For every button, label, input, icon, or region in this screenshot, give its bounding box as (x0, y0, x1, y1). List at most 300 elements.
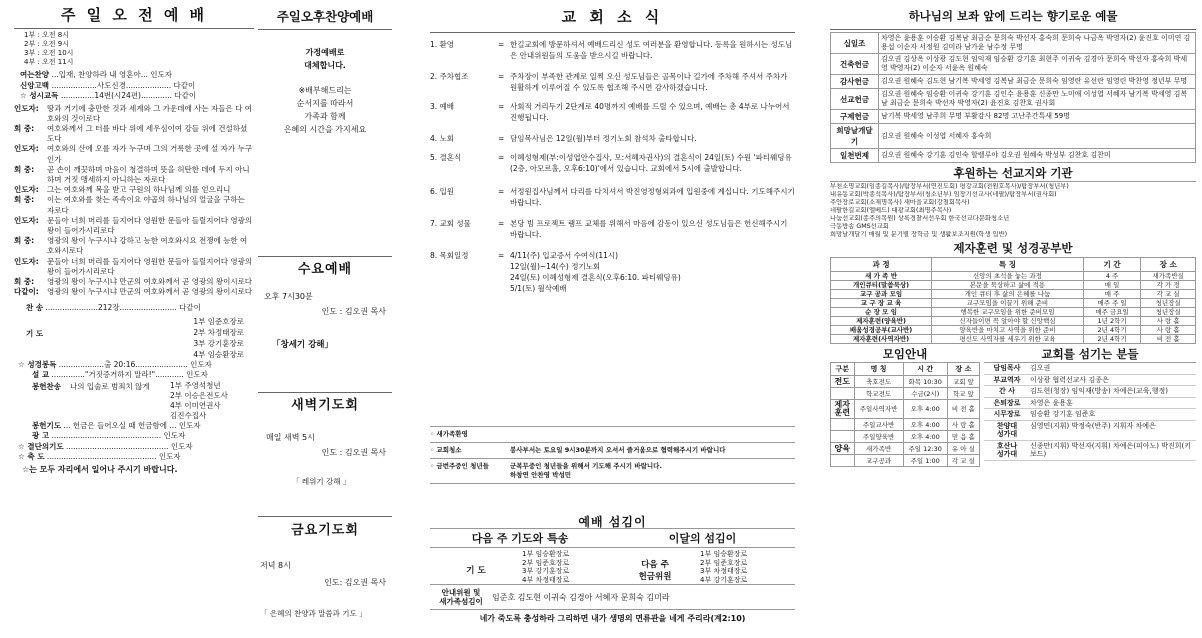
speaker: 인도자: (14, 144, 39, 154)
server-role: 찬양대 성가대 (996, 421, 1018, 438)
news-key: 1. 환영 (430, 40, 455, 49)
training-header: 특 징 (932, 258, 1084, 272)
training-cell: 새가족반실 (1141, 272, 1196, 281)
meeting-row (831, 376, 980, 388)
mission-title: 후원하는 선교지와 기관 (953, 166, 1073, 180)
news-value: 주차장이 부족한 관계로 일찍 오신 성도님들은 골목이나 길가에 주차해 주셔서 주차가 원활하게 이루어질 수 있도록 협조해 주시면 감사하겠습니다. (510, 72, 788, 92)
offering-type: 일천번제 (831, 149, 879, 163)
prayer-label-cell: 기 도 (466, 566, 486, 576)
wednesday-time: 오후 7시30분 (264, 292, 313, 301)
server-role: 부교역자 (993, 375, 1021, 384)
offering-title: 하나님의 보좌 앞에 드리는 향기로운 예물 (908, 9, 1118, 23)
service-time: 2부 : 오전 9시 (24, 40, 69, 48)
news-value: 본당 빔 프로젝트 램프 교체를 위해서 마음에 감동이 있으신 성도님들은 헌신해주시기 바랍니다. (510, 219, 788, 239)
offering-row (831, 75, 1196, 89)
server-names: 차영은 윤용훈 (1030, 398, 1073, 407)
bottom-section (830, 346, 1196, 467)
mission-item: 나눔선교회(종주의목원) 상록경찰서선우회 한국선교다문화청소년 (830, 215, 1010, 222)
training-cell: 개인 큐티 후 삶의 은혜를 나눔 (932, 290, 1084, 299)
meeting-row (831, 388, 980, 400)
meeting-cell: 주일 12:30 (903, 443, 947, 455)
server-names: 임승환 강기훈 임준호 (1030, 410, 1096, 418)
benediction-row (14, 452, 254, 463)
training-cell: 2년 4학기 (1083, 326, 1141, 335)
next-week-title: 다음 주 기도와 특송 (471, 532, 569, 545)
offering-names: 남기복 박세영 남주희 무명 부활감사 82명 고난주간특새 59명 (879, 110, 1196, 124)
reading-text: 땅과 거기에 충만한 것과 세계와 그 가운데에 사는 자들은 다 여호와의 것이로다 (47, 103, 252, 123)
notice-line: 대체합니다. (304, 61, 346, 70)
training-cell: 교구 공과 모임 (831, 290, 932, 299)
training-cell: 교구모임을 이끌기 위해 준비 (932, 299, 1084, 308)
server-role: 시무장로 (993, 410, 1021, 418)
news-value: 서정원집사님께서 다리를 다치셔서 박진영정형외과에 입원중에 계십니다. 기도해주시기 바랍니다. (510, 187, 795, 207)
reading-text: 문들아 너희 머리를 들지어다 영원한 문들아 들릴지어다 영광의 왕이 들어가시리로다 (47, 215, 253, 235)
news-item (430, 71, 795, 93)
mission-list (830, 181, 1196, 239)
sermon-text: .............."거짓증거하지 말라!"............ 인도자 (51, 370, 208, 380)
offering-names: 김오권 원혜숙 이성엽 서혜자 홍숙희 (879, 124, 1196, 149)
meeting-row (831, 455, 980, 467)
meeting-row (831, 400, 980, 419)
training-row (831, 272, 1196, 281)
servers-title: 교회를 섬기는 분들 (1041, 347, 1139, 361)
wednesday-leader: 인도 : 김오권 목사 (321, 307, 386, 316)
server-box (430, 528, 795, 627)
meeting-cell: 주일교사반 (854, 419, 903, 431)
guide-line: 은혜의 시간을 가지세요 (283, 125, 367, 134)
special-singer: 김진수집사 (170, 410, 207, 420)
training-cell: 각 교 실 (1141, 290, 1196, 299)
prayer-label: 기 도 (26, 328, 44, 338)
divider (258, 29, 392, 30)
meeting-cell: 화목 10:30 (903, 376, 947, 388)
meeting-section (830, 346, 980, 467)
meeting-header: 구분 (831, 363, 855, 376)
training-cell: 개인큐티(말씀묵상) (831, 281, 932, 290)
meeting-header: 장 소 (947, 363, 979, 376)
training-header: 과 정 (831, 258, 932, 272)
hymn-label: 찬 송 (26, 303, 44, 313)
news-eq: = (498, 187, 505, 196)
meeting-cell: 사 랑 홀 (947, 419, 979, 431)
training-table (830, 257, 1196, 344)
training-row (831, 308, 1196, 317)
notice-key: ◦ 금번주중인 청년들 (430, 462, 489, 470)
order-text: ..............14번(시24편)............. 다같이 (60, 91, 197, 100)
notice-line: 가정예배로 (305, 48, 345, 57)
special-song-block (14, 381, 254, 421)
order-label: 여는찬양 (20, 70, 52, 79)
offering-type: 구제헌금 (831, 110, 879, 124)
special-song-list (170, 381, 254, 421)
responsive-row (14, 236, 254, 256)
responsive-row (14, 287, 254, 297)
meeting-cell: 오후 4:00 (903, 431, 947, 443)
dawn-leader: 인도 : 김오권 목사 (321, 448, 386, 457)
training-cell: 신앙의 초석을 놓는 과정 (932, 272, 1084, 281)
this-month-title: 이달의 섬김이 (668, 532, 737, 545)
reading-text: 곧 손이 깨끗하며 마음이 청결하며 뜻을 허탄한 데에 두지 아니하며 거짓 맹세하지 아니하는 자로다 (47, 164, 250, 184)
training-cell: 본문을 묵상하고 삶에 적용 (932, 281, 1084, 290)
news-eq: = (498, 134, 505, 143)
order-label: ☆ 성시교독 (20, 91, 61, 100)
responsive-row (14, 216, 254, 236)
offering-type: 감사헌금 (831, 75, 879, 89)
server-row (984, 409, 1196, 421)
news-key: 8. 목회일정 (430, 251, 469, 260)
news-item (430, 39, 795, 61)
order-label: 신앙고백 (20, 80, 52, 90)
meeting-cell: 전도 (831, 376, 855, 388)
offering-names: 김오권 원혜숙 강기훈 김인숙 할렐루야 김오권 원혜숙 박성부 김찬호 김찬미 (879, 149, 1196, 163)
meeting-cell (831, 388, 855, 400)
prayer-leader: 2부 차정태장로 (193, 327, 244, 337)
offering-row (831, 149, 1196, 163)
meeting-cell: 주일양육반 (854, 431, 903, 443)
server-names: 이상광 협력선교사 김종은 (1030, 375, 1109, 384)
announce-text: .............................................. 인도자 (51, 431, 186, 441)
notice-row (430, 442, 795, 458)
offering-server: 4부 강기훈장로 (700, 575, 748, 584)
offering-table (830, 32, 1196, 163)
meeting-cell: 오후 4:00 (903, 419, 947, 431)
meeting-cell: 학교 앞 (947, 388, 979, 400)
meeting-header: 시 간 (903, 363, 947, 376)
meeting-cell: 양육 (831, 443, 855, 455)
wednesday-worship-title: 수요예배 (297, 262, 353, 277)
notice-rows (430, 426, 795, 484)
training-row (831, 335, 1196, 344)
offering-server: 1부 임승환장로 (700, 550, 748, 558)
decision-prayer-row (14, 442, 254, 453)
news-value: 한길교회에 방문하셔서 예배드리신 성도 여러분을 환영합니다. 등록을 원하시는 성도님은 안내위원들의 도움을 받으시길 바랍니다. (510, 40, 793, 60)
news-value: 이혜성형제(부:이성엽안수집사, 모:서혜자권사)의 결혼식이 24일(토) 수원 '파티웨딩유(2층, 아모르홀, 오후6:10)'에서 있습니다. 교회에서 5시에 출발합니다. (510, 153, 792, 173)
speaker: 회 중: (14, 195, 35, 205)
news-eq: = (498, 153, 505, 162)
meeting-cell: 비 전 홀 (947, 400, 979, 419)
offering-type: 건축헌금 (831, 54, 879, 75)
meeting-cell: 주일사역자반 (854, 400, 903, 419)
special-singer: 4부 이미연권사 (170, 400, 221, 410)
offering-names: 김오권 김상옥 이상광 김도현 임익재 임승환 강기훈 최현주 이귀숙 김경아 문희숙 박선자 홍숙희 박세영 박영자(2) 이순자 서윤옥 원혜숙 (879, 54, 1196, 75)
afternoon-guide (262, 84, 388, 136)
training-cell: 매 일 (1083, 281, 1141, 290)
server-role: 호산나 성가대 (996, 441, 1018, 458)
training-cell: 신자들이면 꼭 알아야 할 신앙핵심 (932, 317, 1084, 326)
training-cell: 제자훈련(사역자반) (831, 335, 932, 344)
server-row (984, 441, 1196, 461)
offering-list (700, 548, 795, 584)
offering-column (830, 0, 1196, 638)
notice-value: 군복무중인 청년들을 위해서 기도해 주시기 바랍니다. 하창연 안찬영 박성민 (510, 462, 662, 479)
meeting-cell: 교구공과 (854, 455, 903, 467)
divider (258, 392, 392, 393)
friday-time: 저녁 8시 (260, 561, 291, 570)
prayer-leader: 3부 강기훈장로 (522, 567, 570, 575)
guide-line: ※배부해드리는 (298, 86, 352, 95)
service-time: 4부 : 오전 11시 (24, 58, 74, 66)
speaker: 인도자: (14, 185, 39, 195)
stand-footer: ☆는 모두 자리에서 일어나 주시기 바랍니다. (22, 464, 178, 474)
offering-row (831, 110, 1196, 124)
morning-worship-column (14, 0, 254, 638)
usher-label: 안내위원 및 새가족섬김이 (439, 588, 483, 606)
responsive-row (14, 144, 254, 164)
mission-item: 네팔한길교회(엘베드) 대광교회(최명주목사) (830, 207, 952, 214)
training-header: 기 간 (1083, 258, 1141, 272)
offering-type: 희망날개달기 (831, 124, 879, 149)
training-row (831, 281, 1196, 290)
wednesday-text: 「창세기 강해」 (272, 340, 334, 350)
dawn-prayer-title: 새벽기도회 (291, 398, 359, 413)
prayer-leader: 4부 임승환장로 (193, 349, 244, 359)
responsive-reading (14, 104, 254, 298)
scripture-row (14, 360, 254, 371)
decision-prayer-label: ☆ 결단의기도 (18, 441, 64, 451)
prayer-list (66, 316, 254, 360)
special-song-text: 나의 입술로 범죄치 않게 (70, 381, 150, 391)
news-item (430, 218, 795, 240)
responsive-row (14, 124, 254, 144)
notice-value (510, 430, 795, 439)
other-services-column (258, 0, 392, 638)
server-headers (430, 529, 795, 547)
offering-row (831, 33, 1196, 54)
offering-row (831, 54, 1196, 75)
prayer-leader: 4부 차정태장로 (522, 575, 570, 584)
scripture-label: ☆ 성경봉독 (18, 359, 57, 369)
friday-leader: 인도: 김오권 목사 (324, 578, 386, 587)
server-names: 김도현(청장) 임익재(방송) 차예은(교육,행정) (1030, 387, 1169, 395)
meeting-row (831, 419, 980, 431)
offering-type: 십일조 (831, 33, 879, 54)
server-row (984, 421, 1196, 441)
offering-names: 차영은 윤용훈 이승환 김복남 최금순 문희숙 박선자 홍숙희 문희숙 나금옥 박영자(2) 윤진호 이미연 김용섭 이순자 서정원 김미라 남가윤 남수정 무명 (879, 33, 1196, 54)
server-row (984, 375, 1196, 387)
meeting-title: 모임안내 (882, 347, 928, 361)
news-key: 5. 결혼식 (430, 153, 462, 162)
meeting-table (830, 362, 980, 467)
friday-prayer-title: 금요기도회 (291, 523, 359, 538)
order-top (14, 70, 254, 102)
meeting-row (831, 443, 980, 455)
speaker: 인도자: (14, 215, 39, 225)
speaker: 인도자: (14, 256, 39, 266)
prayer-leader: 1부 임준호장로 (193, 316, 244, 326)
training-cell: 행복한 교구모임을 위한 준비모임 (932, 308, 1084, 317)
meeting-cell (831, 419, 855, 431)
mission-item: 내유동교회(박종석목사)/탐장부서(청소년부) 임장기선교사(네팔)/탐장부서(권사회) (830, 191, 1057, 198)
prayer-block (14, 316, 254, 360)
speaker: 인도자: (14, 103, 39, 113)
mission-item: 주안장로교회(소재명목사) 새마을교회(강철회목사) (830, 199, 970, 206)
training-cell: 평신도 사역자를 세우기 위한 교육 (932, 335, 1084, 344)
offering-row (831, 124, 1196, 149)
server-role: 간 사 (999, 387, 1015, 395)
responsive-row (14, 257, 254, 277)
training-cell: 사 랑 홀 (1141, 317, 1196, 326)
reading-text: 이는 여호와를 찾는 족속이요 야곱의 하나님의 얼굴을 구하는 자로다 (47, 195, 245, 215)
training-cell: 4 주 (1083, 272, 1141, 281)
server-row (984, 386, 1196, 398)
news-eq: = (498, 72, 505, 81)
training-cell: 2년 4학기 (1083, 335, 1141, 344)
decision-prayer-text: ........................................... 인도자 (65, 441, 193, 451)
divider (14, 28, 254, 29)
notice-key: ◦ 교회청소 (430, 446, 462, 454)
meeting-cell: 오후 4:00 (903, 400, 947, 419)
special-singer: 2부 이승은전도사 (170, 390, 228, 400)
special-song-label: 봉헌찬송 (32, 381, 61, 391)
training-cell: 청년장실 (1141, 308, 1196, 317)
order-row (20, 70, 254, 81)
news-item (430, 133, 795, 144)
speaker: 회 중: (14, 236, 35, 246)
sermon-row (14, 370, 254, 381)
prayer-leader: 3부 강기훈장로 (193, 338, 244, 348)
speaker: 회 중: (14, 276, 35, 286)
news-value: 담임목사님은 12일(월)부터 정기노회 참석차 출타합니다. (510, 134, 697, 143)
meeting-cell: 학교전도 (854, 388, 903, 400)
bible-verse: 네가 죽도록 충성하라 그리하면 내가 생명의 면류관을 네게 주리라(계2:10) (430, 609, 795, 627)
server-names: 김오권 (1030, 364, 1051, 372)
sermon-label: 설 교 (32, 370, 50, 380)
news-key: 2. 주차협조 (430, 72, 469, 81)
notice-key: ◦ 새가족환영 (430, 430, 468, 438)
training-cell: 양육반을 마치고 사역을 위한 준비 (932, 326, 1084, 335)
offering-row (831, 89, 1196, 110)
news-eq: = (498, 219, 505, 228)
meeting-cell: 유 아 실 (947, 443, 979, 455)
news-key: 6. 입원 (430, 187, 455, 196)
meeting-cell: 주일 1:00 (903, 455, 947, 467)
reading-text: 여호와의 산에 오를 자가 누구며 그의 거룩한 곳에 설 자가 누구인가 (47, 144, 252, 164)
scripture-text: ...................출 20:16...................... 인도자 (58, 359, 212, 369)
training-cell: 배움성경공부(교사반) (831, 326, 932, 335)
meeting-cell: 수금(2시) (903, 388, 947, 400)
hymn-row (14, 303, 254, 314)
server-role: 은퇴장로 (993, 398, 1021, 407)
responsive-row (14, 277, 254, 287)
training-cell: 사 랑 홀 (1141, 326, 1196, 335)
church-news-title: 교 회 소 식 (561, 8, 664, 26)
meeting-cell: 각 교 실 (947, 455, 979, 467)
announce-label: 광 고 (32, 431, 50, 441)
mission-item: 부천소명교회(임종길목사)/탐장부서(연진도회) 평강교회(전원호목사)/탐장부서(청년부) (830, 183, 1069, 190)
training-cell: 비 전 홀 (1141, 335, 1196, 344)
service-title: 예배 섬김이 (578, 515, 647, 529)
reading-text: 여호와께서 그 터를 바다 위에 세우심이여 강들 위에 건설하셨도다 (47, 123, 248, 144)
hymn-text: ......................212장........................ 다같이 (45, 303, 201, 313)
server-names: 심영민(지휘) 박정숙(반주) 지휘자 차예은 (1030, 421, 1156, 430)
responsive-row (14, 185, 254, 195)
church-news-column (430, 0, 795, 638)
morning-worship-title: 주 일 오 전 예 배 (60, 6, 208, 24)
servers-section (980, 346, 1196, 467)
training-row (831, 317, 1196, 326)
training-cell: 순 장 모 임 (831, 308, 932, 317)
mission-item: 극동방송 GMS선교회 (830, 223, 889, 230)
notice-row (430, 426, 795, 442)
news-list (430, 39, 795, 294)
training-cell: 매주 금요일 (1083, 308, 1141, 317)
announce-row (14, 431, 254, 442)
speaker: 회 중: (14, 164, 35, 174)
offering-server: 2부 임준호장로 (700, 558, 748, 567)
afternoon-notice (262, 46, 388, 72)
prayer-list (522, 548, 610, 584)
offering-server: 3부 차정태장로 (700, 567, 748, 575)
news-key: 3. 예배 (430, 102, 455, 111)
friday-text: 「 은혜의 찬양과 말씀과 기도 」 (260, 609, 367, 618)
reading-text: 그는 여호와께 복을 받고 구원의 하나님께 의를 얻으리니 (47, 185, 231, 195)
usher-row (430, 584, 795, 609)
meeting-cell: 믿 음 홀 (947, 431, 979, 443)
responsive-row (14, 165, 254, 185)
divider (830, 29, 1196, 30)
service-times (14, 31, 254, 67)
meeting-cell: 축호전도 (854, 376, 903, 388)
order-text: ...................사도신경................... 다같이 (51, 80, 196, 90)
server-lists (430, 547, 795, 584)
prayer-leader: 2부 임준호장로 (522, 558, 570, 567)
reading-text: 영광의 왕이 누구시냐 만군의 여호와께서 곧 영광의 왕이시로다 (47, 276, 253, 286)
reading-text: 영광의 왕이 누구시냐 만군의 여호와께서 곧 영광의 왕이시로다 (47, 287, 253, 297)
news-item (430, 101, 795, 123)
meeting-cell (831, 455, 855, 467)
offering-prayer-row (14, 421, 254, 432)
speaker: 회 중: (14, 123, 35, 133)
training-cell: 청년장실 (1141, 299, 1196, 308)
order-row (20, 81, 254, 92)
meeting-row (831, 431, 980, 443)
news-item (430, 186, 795, 208)
special-singer: 1부 주영석청년 (170, 380, 221, 390)
news-key: 7. 교회 성물 (430, 219, 471, 228)
news-eq: = (498, 102, 505, 111)
training-row (831, 299, 1196, 308)
training-cell: 교 구 장 교 육 (831, 299, 932, 308)
divider (430, 32, 795, 33)
service-time: 1부 : 오전 8시 (24, 31, 69, 39)
afternoon-worship-title: 주일오후찬양예배 (276, 9, 374, 24)
offering-names: 김오권 원혜숙 김도현 남기복 박세영 김복남 최금순 문희숙 임영란 유선란 임영린 박찬영 정년부 무명 (879, 75, 1196, 89)
benediction-text: .............................................. 인도자 (46, 452, 181, 462)
afternoon-box (262, 46, 388, 136)
training-cell: 새 가 족 반 (831, 272, 932, 281)
servers-list (984, 362, 1196, 461)
speaker: 다같이: (14, 287, 39, 297)
server-role: 담임목사 (993, 364, 1021, 372)
benediction-label: ☆ 축 도 (18, 452, 45, 462)
notice-value: 봉사부서는 토요일 9시30분까지 오셔서 즐거움으로 협력해주시기 바랍니다 (510, 446, 726, 454)
meeting-cell: 교회 앞 (947, 376, 979, 388)
training-row (831, 326, 1196, 335)
news-item (430, 152, 795, 174)
news-value: 4/11(주) 입교증서 수여식(11시) 12일(월)~14(수) 정기노회 24일(토) 이혜성형제 결혼식(오후6:10. 파티웨딩유) 5/1(토) 월삭예배 (510, 251, 681, 293)
guide-line: 순서지를 따라서 (296, 99, 354, 108)
mission-item: 희망날개달기 매월 및 분기별 장학금 및 생활보조지원(학생 입반) (830, 231, 1008, 238)
responsive-row (14, 195, 254, 215)
news-value: 사회적 거리두기 2단계로 40명까지 예배를 드릴 수 있으며, 예배는 총 4부로 나누어서 진행됩니다. (510, 102, 790, 122)
training-cell: 매주 주 일 (1083, 299, 1141, 308)
reading-text: 영광의 왕이 누구시냐 강하고 능한 여호와시요 전쟁에 능한 여호와시로다 (47, 236, 248, 256)
dawn-text: 「 레위기 강해 」 (292, 477, 351, 486)
usher-text: 임준호 김도현 이귀숙 김경아 서혜자 문희숙 김미라 (492, 593, 670, 602)
training-row (831, 290, 1196, 299)
server-row (984, 398, 1196, 410)
dawn-time: 매일 새벽 5시 (266, 433, 315, 442)
